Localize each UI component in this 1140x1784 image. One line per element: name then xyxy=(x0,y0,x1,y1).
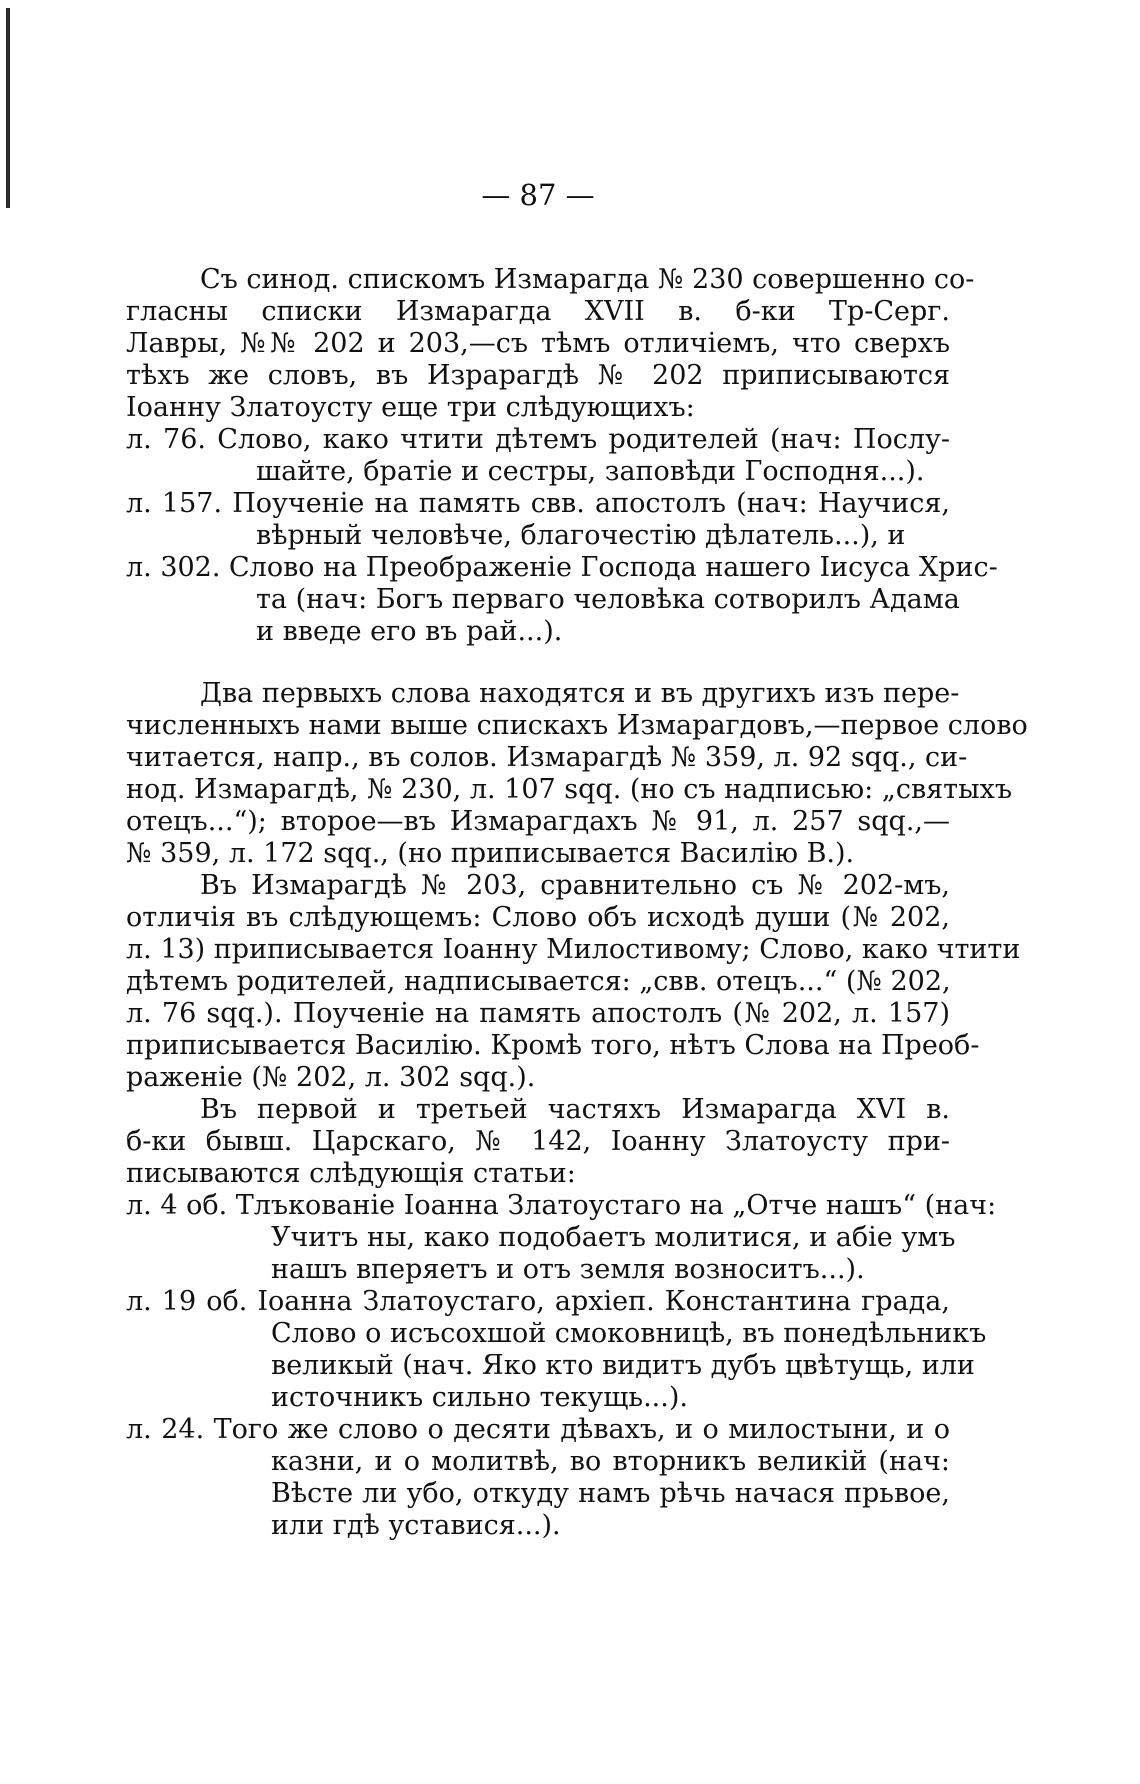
entry-line: Слово о исъсохшой смоковницѣ, въ понедѣльникъ xyxy=(271,1318,987,1349)
paragraph-gap xyxy=(126,648,950,678)
text-line: гласны списки Измарагда XVII в. б-ки Тр-Серг. xyxy=(126,296,950,327)
text-line: Лавры, №№ 202 и 203,—съ тѣмъ отличіемъ, что сверхъ xyxy=(126,328,950,359)
scan-edge xyxy=(6,8,10,208)
text-line: нод. Измарагдѣ, № 230, л. 107 sqq. (но съ надписью: „святыхъ xyxy=(126,774,1013,805)
text-line: раженіе (№ 202, л. 302 sqq.). xyxy=(126,1062,536,1093)
entry-line: шайте, братіе и сестры, заповѣди Господня...). xyxy=(256,456,925,487)
entry-line: Учитъ ны, како подобаетъ молитися, и абіе умъ xyxy=(271,1222,956,1253)
entry-line: вѣрный человѣче, благочестію дѣлатель...), и xyxy=(256,520,906,551)
text-line: писываются слѣдующія статьи: xyxy=(126,1158,576,1189)
entry-line: та (нач: Богъ перваго человѣка сотворилъ Адама xyxy=(256,584,960,615)
entry-line: источникъ сильно текущь...). xyxy=(271,1382,688,1413)
text-line: отличія въ слѣдующемъ: Слово объ исходѣ души (№ 202, xyxy=(126,902,950,933)
text-line: № 359, л. 172 sqq., (но приписывается Василію В.). xyxy=(126,838,855,869)
entry-line: л. 19 об. Іоанна Златоустаго, архіеп. Константина града, xyxy=(126,1286,950,1317)
text-line: Два первыхъ слова находятся и въ другихъ изъ пере- xyxy=(200,678,960,709)
entry-line: великый (нач. Яко кто видитъ дубъ цвѣтущь, или xyxy=(271,1350,975,1381)
entry-line: или гдѣ уставися...). xyxy=(271,1510,561,1541)
page-number: — 87 — xyxy=(481,178,595,212)
text-line: приписывается Василію. Кромѣ того, нѣтъ Слова на Преоб- xyxy=(126,1030,980,1061)
text-line: численныхъ нами выше спискахъ Измарагдовъ,—первое слово xyxy=(126,710,1028,741)
entry-line: нашъ вперяетъ и отъ земля возноситъ...). xyxy=(271,1254,865,1285)
text-line: Въ первой и третьей частяхъ Измарагда XVI в. xyxy=(200,1094,950,1125)
entry-line: Вѣсте ли убо, откуду намъ рѣчь начася прьвое, xyxy=(271,1478,950,1509)
book-page xyxy=(126,178,1028,1542)
text-line: л. 76 sqq.). Поученіе на память апостолъ (№ 202, л. 157) xyxy=(126,998,950,1029)
text-line: дѣтемъ родителей, надписывается: „свв. отецъ...“ (№ 202, xyxy=(126,966,951,997)
text-line: читается, напр., въ солов. Измарагдѣ № 359, л. 92 sqq., си- xyxy=(126,742,968,773)
entry-line: л. 4 об. Тлъкованіе Іоанна Златоустаго на „Отче нашъ“ (нач: xyxy=(126,1190,997,1221)
text-line: Въ Измарагдѣ № 203, сравнительно съ № 202-мъ, xyxy=(200,870,950,901)
entry-line: и введе его въ рай...). xyxy=(256,616,563,647)
text-line: Іоанну Златоусту еще три слѣдующихъ: xyxy=(126,392,695,423)
text-line: л. 13) приписывается Іоанну Милостивому; Слово, како чтити xyxy=(126,934,1021,965)
entry-line: казни, и о молитвѣ, во вторникъ великій (нач: xyxy=(271,1446,950,1477)
text-line: тѣхъ же словъ, въ Изрaрагдѣ № 202 приписываются xyxy=(126,360,950,391)
text-line: Съ синод. спискомъ Измарагда № 230 совершенно со- xyxy=(200,264,975,295)
text-line: отецъ...“); второе—въ Измарагдахъ № 91, л. 257 sqq.,— xyxy=(126,806,950,837)
entry-line: л. 157. Поученіе на память свв. апостолъ (нач: Научися, xyxy=(126,488,950,519)
entry-line: л. 24. Того же слово о десяти дѣвахъ, и о милостыни, и о xyxy=(126,1414,950,1445)
entry-line: л. 76. Слово, како чтити дѣтемъ родителей (нач: Послу- xyxy=(126,424,950,455)
text-line: б-ки бывш. Царскаго, № 142, Іоанну Златоусту при- xyxy=(126,1126,950,1157)
entry-line: л. 302. Слово на Преображеніе Господа нашего Іисуса Хрис- xyxy=(126,552,998,583)
